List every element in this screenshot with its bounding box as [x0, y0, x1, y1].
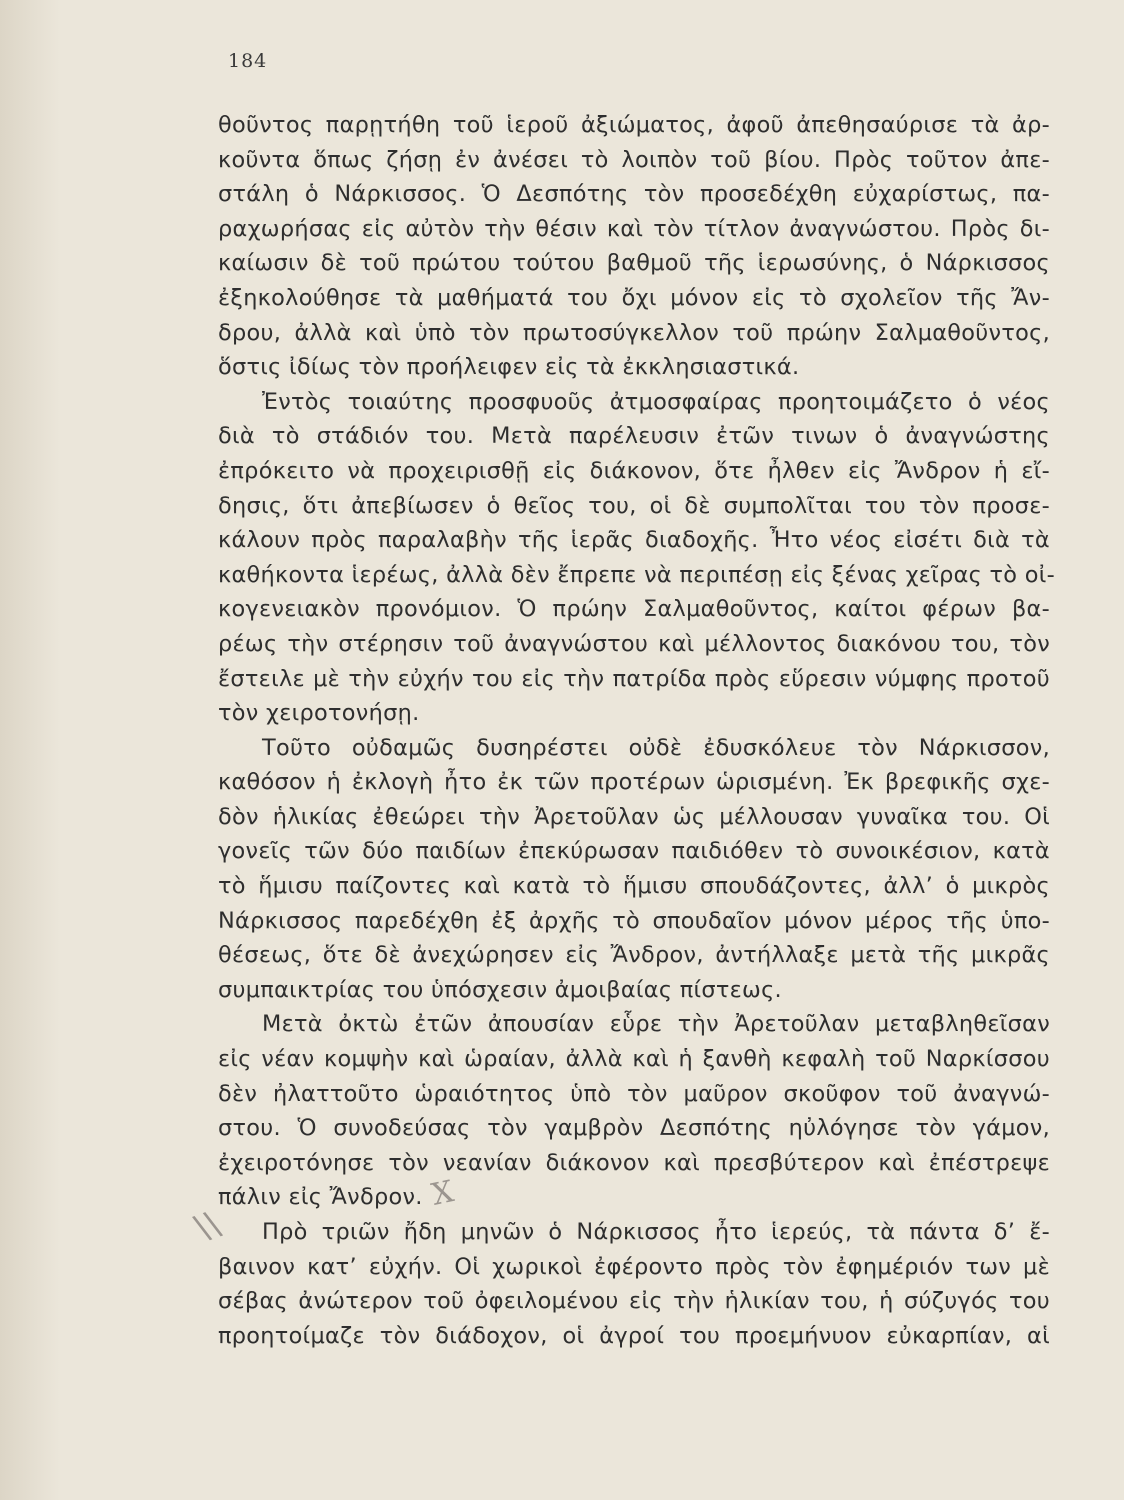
- text-line: Μετὰ ὀκτὼ ἐτῶν ἀπουσίαν εὗρε τὴν Ἀρετοῦλαν μεταβληθεῖσαν: [262, 1011, 1050, 1038]
- text-line: καθόσον ἡ ἐκλογὴ ἦτο ἐκ τῶν προτέρων ὡρισμένη. Ἐκ βρεφικῆς σχε-: [218, 769, 1050, 796]
- text-line: στάλη ὁ Νάρκισσος. Ὁ Δεσπότης τὸν προσεδέχθη εὐχαρίστως, πα-: [218, 181, 1050, 208]
- text-line: δὲν ἠλαττοῦτο ὡραιότητος ὑπὸ τὸν μαῦρον σκοῦφον τοῦ ἀναγνώ-: [218, 1080, 1050, 1107]
- text-line: Πρὸ τριῶν ἤδη μηνῶν ὁ Νάρκισσος ἦτο ἱερεύς, τὰ πάντα δ’ ἔ-: [262, 1219, 1050, 1245]
- text-line: κοῦντα ὅπως ζήσῃ ἐν ἀνέσει τὸ λοιπὸν τοῦ βίου. Πρὸς τοῦτον ἀπε-: [218, 146, 1050, 173]
- text-line: τὸ ἥμισυ παίζοντες καὶ κατὰ τὸ ἥμισυ σπουδάζοντες, ἀλλ’ ὁ μικρὸς: [218, 873, 1050, 900]
- text-line: θέσεως, ὅτε δὲ ἀνεχώρησεν εἰς Ἄνδρον, ἀντήλλαξε μετὰ τῆς μικρᾶς: [218, 942, 1050, 969]
- text-line: σέβας ἀνώτερον τοῦ ὀφειλομένου εἰς τὴν ἡλικίαν του, ἡ σύζυγός του: [218, 1288, 1050, 1315]
- text-line: στου. Ὁ συνοδεύσας τὸν γαμβρὸν Δεσπότης ηὐλόγησε τὸν γάμον,: [218, 1115, 1050, 1142]
- pencil-mark-margin: \\: [189, 1203, 226, 1249]
- text-line: Τοῦτο οὐδαμῶς δυσηρέστει οὐδὲ ἐδυσκόλευε τὸν Νάρκισσον,: [262, 734, 1050, 761]
- text-line: τὸν χειροτονήσῃ.: [218, 700, 420, 727]
- text-line: δησις, ὅτι ἀπεβίωσεν ὁ θεῖος του, οἱ δὲ συμπολῖται του τὸν προσε-: [218, 492, 1050, 519]
- text-line: ὅστις ἰδίως τὸν προήλειφεν εἰς τὰ ἐκκλησιαστικά.: [218, 354, 800, 381]
- text-line: ἐχειροτόνησε τὸν νεανίαν διάκονον καὶ πρεσβύτερον καὶ ἐπέστρεψε: [218, 1149, 1050, 1176]
- text-line: καθήκοντα ἱερέως, ἀλλὰ δὲν ἔπρεπε νὰ περιπέσῃ εἰς ξένας χεῖρας τὸ οἰ-: [218, 561, 1055, 588]
- text-line: διὰ τὸ στάδιόν του. Μετὰ παρέλευσιν ἐτῶν τινων ὁ ἀναγνώστης: [218, 423, 1050, 450]
- text-line: κάλουν πρὸς παραλαβὴν τῆς ἱερᾶς διαδοχῆς. Ἦτο νέος εἰσέτι διὰ τὰ: [218, 527, 1050, 554]
- text-line: ἐξηκολούθησε τὰ μαθήματά του ὄχι μόνον εἰς τὸ σχολεῖον τῆς Ἄν-: [218, 284, 1050, 311]
- text-line: εἰς νέαν κομψὴν καὶ ὡραίαν, ἀλλὰ καὶ ἡ ξανθὴ κεφαλὴ τοῦ Ναρκίσσου: [218, 1046, 1050, 1073]
- text-line: βαινον κατ’ εὐχήν. Οἱ χωρικοὶ ἐφέροντο πρὸς τὸν ἐφημέριόν των μὲ: [218, 1253, 1050, 1280]
- body-text: [218, 108, 1055, 1353]
- text-line: θοῦντος παρῃτήθη τοῦ ἱεροῦ ἀξιώματος, ἀφοῦ ἀπεθησαύρισε τὰ ἀρ-: [218, 112, 1050, 138]
- text-line: ἔστειλε μὲ τὴν εὐχήν του εἰς τὴν πατρίδα πρὸς εὕρεσιν νύμφης προτοῦ: [218, 665, 1050, 692]
- text-line: δὸν ἡλικίας ἐθεώρει τὴν Ἀρετοῦλαν ὡς μέλλουσαν γυναῖκα του. Οἱ: [218, 803, 1050, 830]
- text-line: ἐπρόκειτο νὰ προχειρισθῇ εἰς διάκονον, ὅτε ἦλθεν εἰς Ἄνδρον ἡ εἴ-: [218, 457, 1050, 484]
- text-line: γονεῖς τῶν δύο παιδίων ἐπεκύρωσαν παιδιόθεν τὸ συνοικέσιον, κατὰ: [218, 838, 1050, 865]
- page-edge-shadow: [0, 0, 60, 1500]
- pencil-mark: X: [428, 1174, 457, 1213]
- text-line: προητοίμαζε τὸν διάδοχον, οἱ ἀγροί του προεμήνυον εὐκαρπίαν, αἱ: [218, 1322, 1050, 1349]
- text-line: δρου, ἀλλὰ καὶ ὑπὸ τὸν πρωτοσύγκελλον τοῦ πρώην Σαλμαθοῦντος,: [218, 319, 1050, 346]
- text-line: Ἐντὸς τοιαύτης προσφυοῦς ἀτμοσφαίρας προητοιμάζετο ὁ νέος: [262, 388, 1050, 415]
- text-line: καίωσιν δὲ τοῦ πρώτου τούτου βαθμοῦ τῆς ἱερωσύνης, ὁ Νάρκισσος: [218, 250, 1050, 277]
- text-line: κογενειακὸν προνόμιον. Ὁ πρώην Σαλμαθοῦντος, καίτοι φέρων βα-: [218, 596, 1050, 623]
- text-line: Νάρκισσος παρεδέχθη ἐξ ἀρχῆς τὸ σπουδαῖον μόνον μέρος τῆς ὑπο-: [218, 907, 1050, 934]
- page-number: 184: [228, 50, 268, 72]
- text-line: πάλιν εἰς Ἄνδρον.: [218, 1184, 423, 1211]
- text-line: συμπαικτρίας του ὑπόσχεσιν ἀμοιβαίας πίστεως.: [218, 976, 782, 1003]
- text-line: ραχωρήσας εἰς αὐτὸν τὴν θέσιν καὶ τὸν τίτλον ἀναγνώστου. Πρὸς δι-: [218, 215, 1050, 242]
- text-line: ρέως τὴν στέρησιν τοῦ ἀναγνώστου καὶ μέλλοντος διακόνου του, τὸν: [218, 630, 1050, 657]
